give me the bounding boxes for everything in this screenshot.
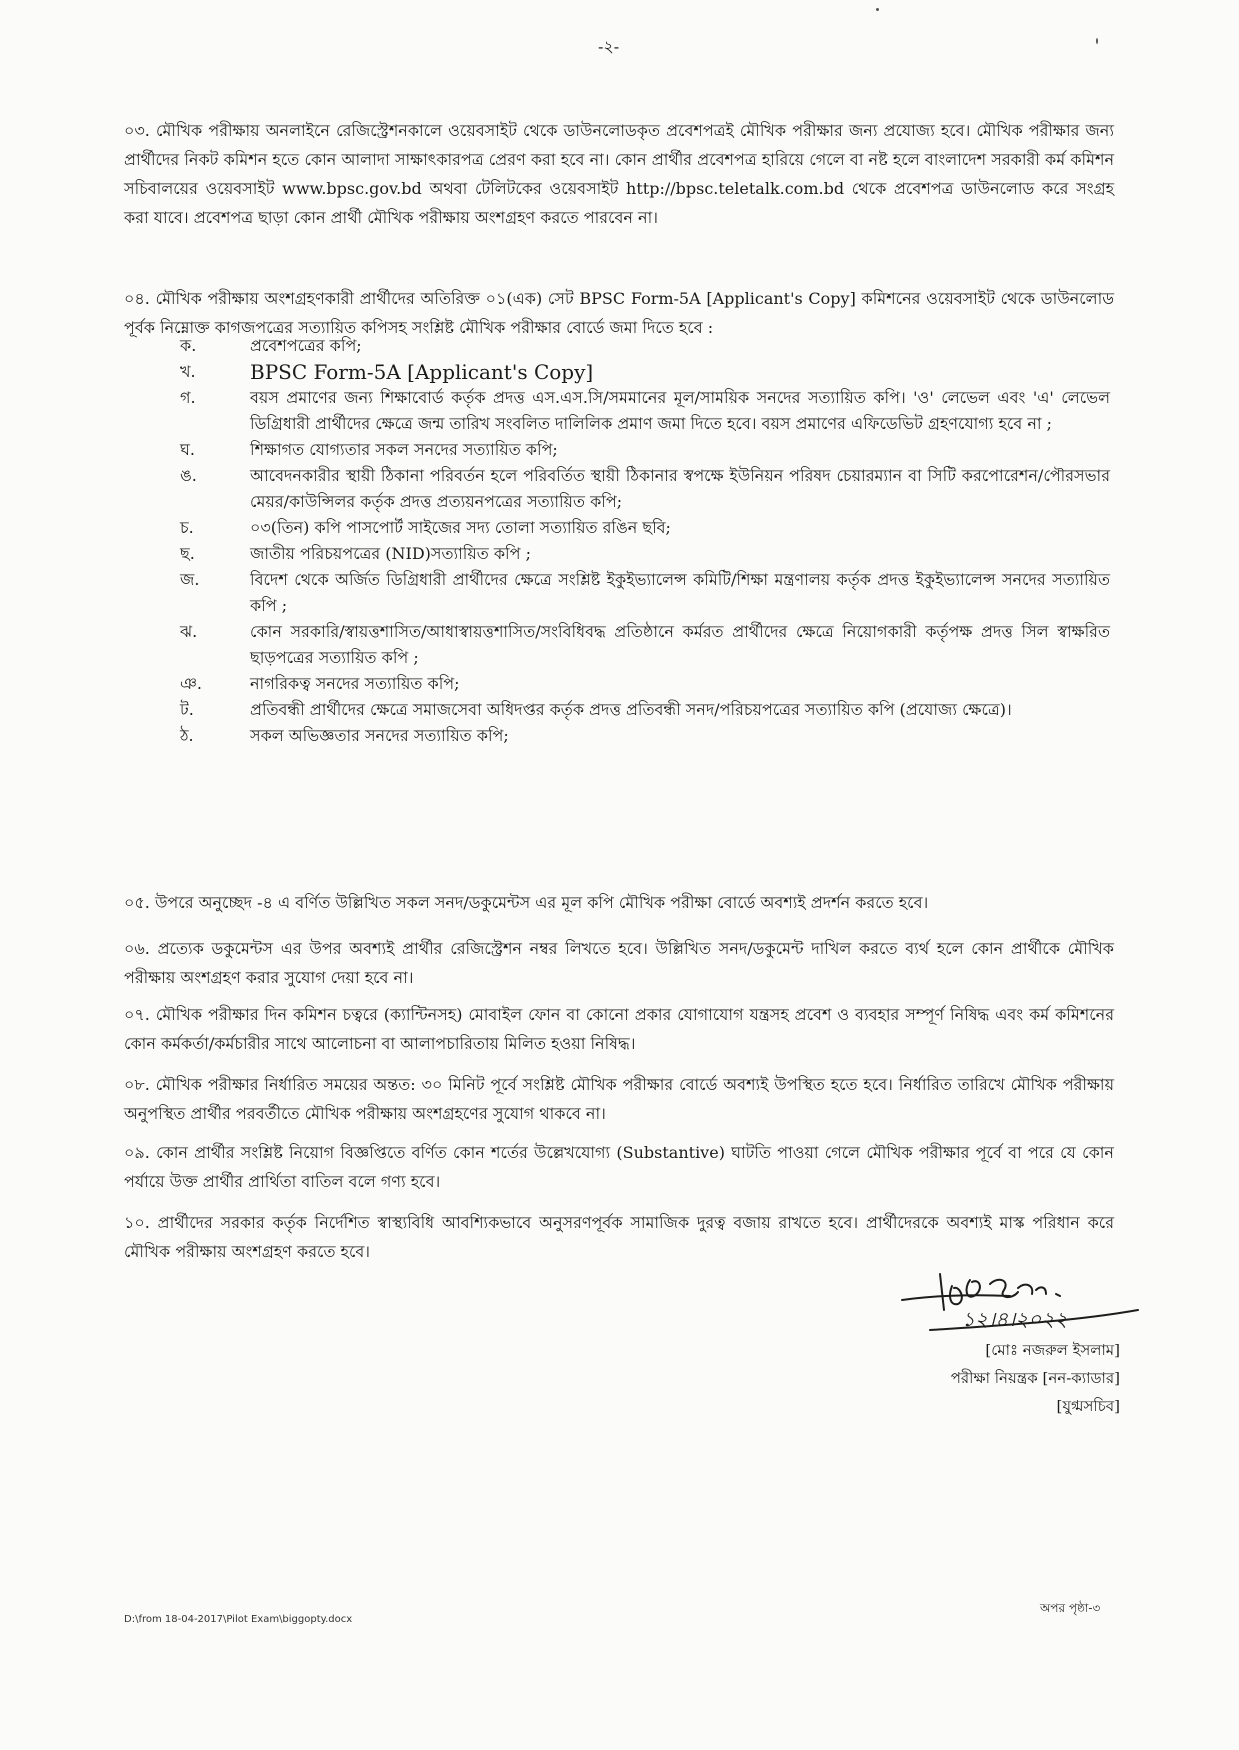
list-item — [180, 619, 1110, 671]
signatory-rank: [যুগ্মসচিব] — [1056, 1397, 1120, 1415]
list-item-text: শিক্ষাগত যোগ্যতার সকল সনদের সত্যায়িত কপি; — [250, 440, 558, 459]
list-item-text: BPSC Form-5A [Applicant's Copy] — [250, 360, 594, 384]
list-item — [180, 333, 1110, 359]
list-item — [180, 385, 1110, 437]
list-marker: ঞ. — [180, 674, 202, 693]
list-item — [180, 463, 1110, 515]
list-item-text: কোন সরকারি/স্বায়ত্তশাসিত/আধাস্বায়ত্তশাসিত/সংবিধিবদ্ধ প্রতিষ্ঠানে কর্মরত প্রার্থীদের ক্ষেত্রে নিয়োগকারী কর্তৃপক্ষ প্রদত্ত সিল স্বাক্ষরিত ছাড়পত্রের সত্যায়িত কপি ; — [250, 622, 1110, 667]
list-marker: ট. — [180, 700, 194, 719]
paragraph-08: ০৮. মৌখিক পরীক্ষার নির্ধারিত সময়ের অন্তত: ৩০ মিনিট পূর্বে সংশ্লিষ্ট মৌখিক পরীক্ষার বোর্ডে অবশ্যই উপস্থিত হতে হবে। নির্ধারিত তারিখে মৌখিক পরীক্ষায় অনুপস্থিত প্রার্থীর পরবর্তীতে মৌখিক পরীক্ষায় অংশগ্রহণের সুযোগ থাকবে না। — [124, 1075, 1114, 1123]
file-path: D:\from 18-04-2017\Pilot Exam\biggopty.docx — [124, 1614, 353, 1625]
signatory-title: পরীক্ষা নিয়ন্ত্রক [নন-ক্যাডার] — [950, 1369, 1120, 1387]
list-marker: জ. — [180, 570, 200, 589]
list-marker: ঘ. — [180, 440, 195, 459]
list-item-text: ০৩(তিন) কপি পাসপোর্ট সাইজের সদ্য তোলা সত্যায়িত রঙিন ছবি; — [250, 518, 671, 537]
list-item-text: জাতীয় পরিচয়পত্রের (NID)সত্যায়িত কপি ; — [250, 544, 531, 563]
list-marker: খ. — [180, 362, 196, 381]
list-marker: ঠ. — [180, 726, 194, 745]
list-marker: ক. — [180, 336, 197, 355]
list-item-text: সকল অভিজ্ঞতার সনদের সত্যায়িত কপি; — [250, 726, 509, 745]
list-item-text: বিদেশ থেকে অর্জিত ডিগ্রিধারী প্রার্থীদের ক্ষেত্রে সংশ্লিষ্ট ইকুইভ্যালেন্স কমিটি/শিক্ষা মন্ত্রণালয় কর্তৃক প্রদত্ত ইকুইভ্যালেন্স সনদের সত্যায়িত কপি ; — [250, 570, 1110, 615]
paragraph-06: ০৬. প্রত্যেক ডকুমেন্টস এর উপর অবশ্যই প্রার্থীর রেজিস্ট্রেশন নম্বর লিখতে হবে। উল্লিখিত সনদ/ডকুমেন্ট দাখিল করতে ব্যর্থ হলে কোন প্রার্থীকে মৌখিক পরীক্ষায় অংশগ্রহণ করার সুযোগ দেয়া হবে না। — [124, 939, 1114, 987]
handwritten-signature — [900, 1266, 1140, 1338]
list-item — [180, 437, 1110, 463]
list-item — [180, 359, 1110, 385]
list-item — [180, 671, 1110, 697]
list-item — [180, 723, 1110, 749]
paragraph-07: ০৭. মৌখিক পরীক্ষার দিন কমিশন চত্বরে (ক্যান্টিনসহ) মোবাইল ফোন বা কোনো প্রকার যোগাযোগ যন্ত্রসহ প্রবেশ ও ব্যবহার সম্পূর্ণ নিষিদ্ধ এবং কর্ম কমিশনের কোন কর্মকর্তা/কর্মচারীর সাথে আলোচনা বা আলাপচারিতায় মিলিত হওয়া নিষিদ্ধ। — [124, 1005, 1114, 1053]
signatory-name: [মোঃ নজরুল ইসলাম] — [985, 1341, 1120, 1359]
paragraph-04: ০৪. মৌখিক পরীক্ষায় অংশগ্রহণকারী প্রার্থীদের অতিরিক্ত ০১(এক) সেট BPSC Form-5A [Applicant's Copy] কমিশনের ওয়েবসাইট থেকে ডাউনলোড পূর্বক নিম্নোক্ত কাগজপত্রের সত্যায়িত কপিসহ সংশ্লিষ্ট মৌখিক পরীক্ষার বোর্ডে জমা দিতে হবে : — [124, 289, 1114, 337]
paragraph-10: ১০. প্রার্থীদের সরকার কর্তৃক নির্দেশিত স্বাস্থ্যবিধি আবশ্যিকভাবে অনুসরণপূর্বক সামাজিক দুরত্ব বজায় রাখতে হবে। প্রার্থীদেরকে অবশ্যই মাস্ক পরিধান করে মৌখিক পরীক্ষায় অংশগ্রহণ করতে হবে। — [124, 1213, 1114, 1261]
paragraph-05: ০৫. উপরে অনুচ্ছেদ -৪ এ বর্ণিত উল্লিখিত সকল সনদ/ডকুমেন্টস এর মূল কপি মৌখিক পরীক্ষা বোর্ডে অবশ্যই প্রদর্শন করতে হবে। — [124, 893, 929, 912]
signature-date: ১২।৪।২০২২ — [962, 1307, 1068, 1331]
page-number: -২- — [598, 37, 620, 56]
next-page-note: অপর পৃষ্ঠা-৩ — [1040, 1601, 1101, 1615]
list-item-text: প্রবেশপত্রের কপি; — [250, 336, 362, 355]
list-item-text: বয়স প্রমাণের জন্য শিক্ষাবোর্ড কর্তৃক প্রদত্ত এস.এস.সি/সমমানের মূল/সাময়িক সনদের সত্যায়িত কপি। 'ও' লেভেল এবং 'এ' লেভেল ডিগ্রিধারী প্রার্থীদের ক্ষেত্রে জন্ম তারিখ সংবলিত দালিলিক প্রমাণ জমা দিতে হবে। বয়স প্রমাণের এফিডেভিট গ্রহণযোগ্য হবে না ; — [250, 388, 1110, 433]
list-item — [180, 541, 1110, 567]
list-marker: চ. — [180, 518, 194, 537]
list-marker: ছ. — [180, 544, 195, 563]
scan-speck — [876, 8, 879, 11]
list-item-text: প্রতিবন্ধী প্রার্থীদের ক্ষেত্রে সমাজসেবা অধিদপ্তর কর্তৃক প্রদত্ত প্রতিবন্ধী সনদ/পরিচয়পত্রের সত্যায়িত কপি (প্রযোজ্য ক্ষেত্রে)। — [250, 700, 1012, 719]
list-item — [180, 515, 1110, 541]
list-item — [180, 567, 1110, 619]
paragraph-03: ০৩. মৌখিক পরীক্ষায় অনলাইনে রেজিস্ট্রেশনকালে ওয়েবসাইট থেকে ডাউনলোডকৃত প্রবেশপত্রই মৌখিক পরীক্ষার জন্য প্রযোজ্য হবে। মৌখিক পরীক্ষার জন্য প্রার্থীদের নিকট কমিশন হতে কোন আলাদা সাক্ষাৎকারপত্র প্রেরণ করা হবে না। কোন প্রার্থীর প্রবেশপত্র হারিয়ে গেলে বা নষ্ট হলে বাংলাদেশ সরকারী কর্ম কমিশন সচিবালয়ের ওয়েবসাইট www.bpsc.gov.bd অথবা টেলিটকের ওয়েবসাইট http://bpsc.teletalk.com.bd থেকে প্রবেশপত্র ডাউনলোড করে সংগ্রহ করা যাবে। প্রবেশপত্র ছাড়া কোন প্রার্থী মৌখিক পরীক্ষায় অংশগ্রহণ করতে পারবেন না। — [124, 121, 1114, 227]
paragraph-09: ০৯. কোন প্রার্থীর সংশ্লিষ্ট নিয়োগ বিজ্ঞপ্তিতে বর্ণিত কোন শর্তের উল্লেখযোগ্য (Substantive) ঘাটতি পাওয়া গেলে মৌখিক পরীক্ষার পূর্বে বা পরে যে কোন পর্যায়ে উক্ত প্রার্থীর প্রার্থিতা বাতিল বলে গণ্য হবে। — [124, 1143, 1114, 1191]
list-marker: গ. — [180, 388, 196, 407]
list-marker: ঝ. — [180, 622, 198, 641]
list-item-text: নাগরিকত্ব সনদের সত্যায়িত কপি; — [250, 674, 460, 693]
required-documents-list — [180, 333, 1110, 749]
signatory-block — [860, 1336, 1120, 1420]
list-marker: ঙ. — [180, 466, 197, 485]
list-item — [180, 697, 1110, 723]
list-item-text: আবেদনকারীর স্থায়ী ঠিকানা পরিবর্তন হলে পরিবর্তিত স্থায়ী ঠিকানার স্বপক্ষে ইউনিয়ন পরিষদ চেয়ারম্যান বা সিটি করপোরেশন/পৌরসভার মেয়র/কাউন্সিলর কর্তৃক প্রদত্ত প্রত্যয়নপত্রের সত্যায়িত কপি; — [250, 466, 1110, 511]
scan-speck — [1096, 38, 1098, 44]
